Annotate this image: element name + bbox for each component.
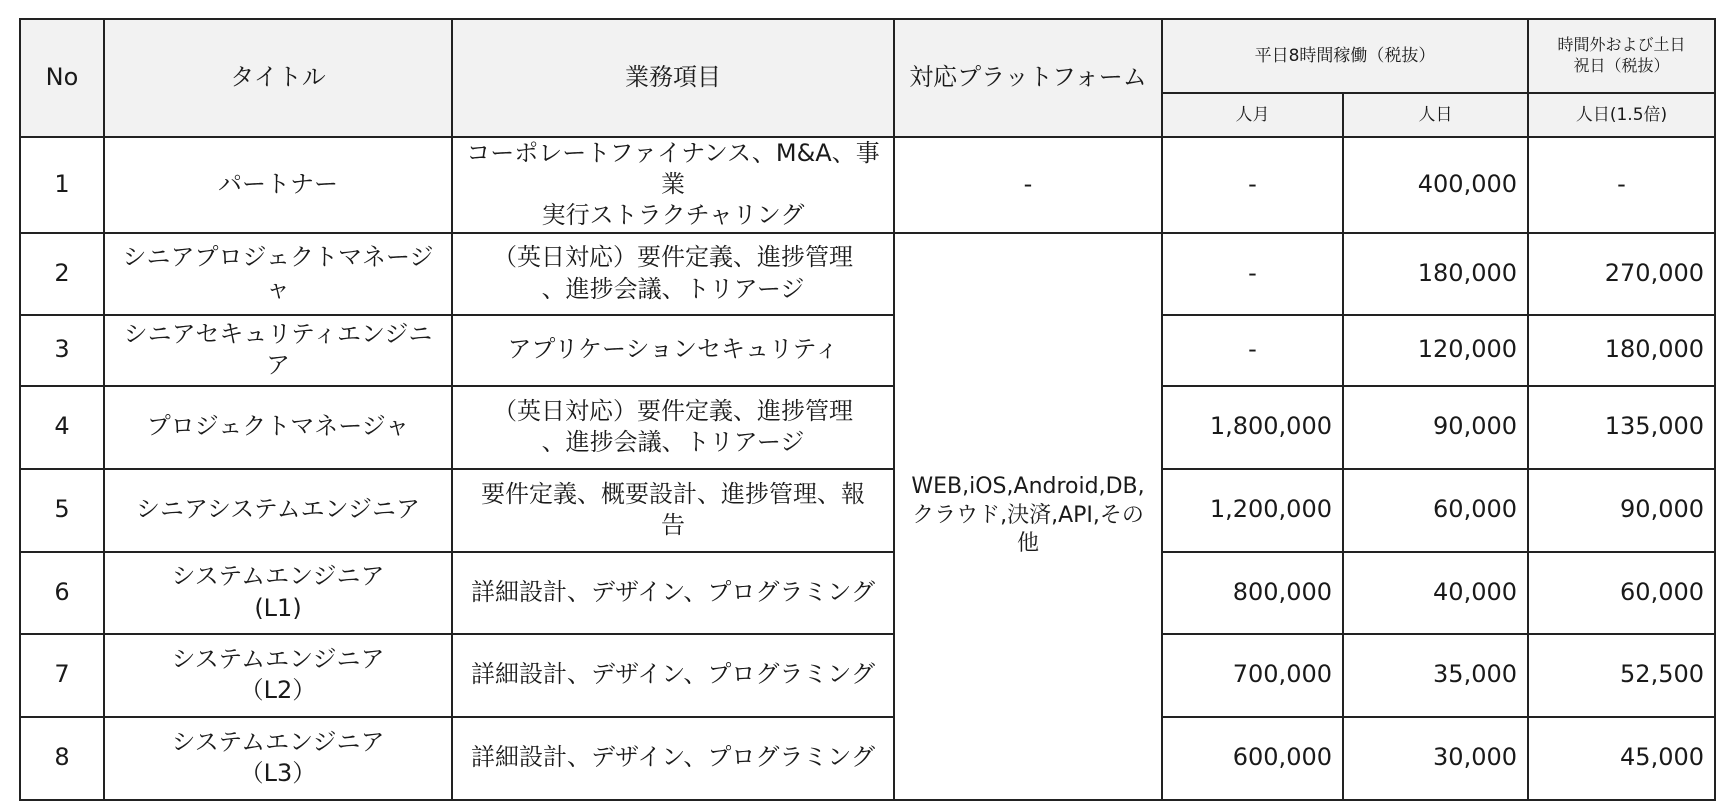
cell-man-day: 120,000 — [1343, 315, 1528, 386]
cell-man-month: 800,000 — [1162, 552, 1343, 634]
header-task: 業務項目 — [452, 19, 894, 137]
cell-no: 4 — [20, 386, 104, 469]
cell-task: コーポレートファイナンス、M&A、事業 実行ストラクチャリング — [452, 137, 894, 233]
cell-title: シニアプロジェクトマネージャ — [104, 233, 452, 315]
cell-task: 詳細設計、デザイン、プログラミング — [452, 634, 894, 717]
rate-table — [19, 18, 1716, 801]
cell-title: システムエンジニア (L1) — [104, 552, 452, 634]
cell-task: （英日対応）要件定義、進捗管理 、進捗会議、トリアージ — [452, 233, 894, 315]
cell-no: 2 — [20, 233, 104, 315]
cell-task: 要件定義、概要設計、進捗管理、報 告 — [452, 469, 894, 552]
cell-man-day: 180,000 — [1343, 233, 1528, 315]
cell-no: 5 — [20, 469, 104, 552]
cell-man-day-overtime: 52,500 — [1528, 634, 1715, 717]
table-row — [20, 386, 1715, 469]
table-row — [20, 552, 1715, 634]
cell-man-day-overtime: 135,000 — [1528, 386, 1715, 469]
cell-man-month: 1,200,000 — [1162, 469, 1343, 552]
cell-no: 7 — [20, 634, 104, 717]
cell-man-day-overtime: 180,000 — [1528, 315, 1715, 386]
cell-title: シニアセキュリティエンジニア — [104, 315, 452, 386]
cell-man-month: 700,000 — [1162, 634, 1343, 717]
cell-man-day: 35,000 — [1343, 634, 1528, 717]
cell-man-day: 40,000 — [1343, 552, 1528, 634]
cell-man-month: - — [1162, 315, 1343, 386]
cell-man-day: 60,000 — [1343, 469, 1528, 552]
header-man-day: 人日 — [1343, 93, 1528, 137]
header-man-month: 人月 — [1162, 93, 1343, 137]
header-overtime-group: 時間外および土日 祝日（税抜） — [1528, 19, 1715, 93]
cell-no: 1 — [20, 137, 104, 233]
table-row — [20, 233, 1715, 315]
cell-platform-shared: WEB,iOS,Android,DB,クラウド,決済,API,その他 — [894, 233, 1162, 800]
cell-task: アプリケーションセキュリティ — [452, 315, 894, 386]
header-weekday-group: 平日8時間稼働（税抜） — [1162, 19, 1528, 93]
cell-task: 詳細設計、デザイン、プログラミング — [452, 717, 894, 800]
cell-man-month: - — [1162, 233, 1343, 315]
cell-man-day-overtime: 60,000 — [1528, 552, 1715, 634]
cell-man-month: - — [1162, 137, 1343, 233]
rate-table-container — [19, 18, 1716, 801]
cell-man-day-overtime: 45,000 — [1528, 717, 1715, 800]
cell-man-day-overtime: 90,000 — [1528, 469, 1715, 552]
table-row — [20, 717, 1715, 800]
table-row — [20, 469, 1715, 552]
cell-platform: - — [894, 137, 1162, 233]
cell-title: パートナー — [104, 137, 452, 233]
header-platform: 対応プラットフォーム — [894, 19, 1162, 137]
cell-no: 3 — [20, 315, 104, 386]
cell-title: シニアシステムエンジニア — [104, 469, 452, 552]
header-man-day-overtime: 人日(1.5倍) — [1528, 93, 1715, 137]
cell-man-day-overtime: - — [1528, 137, 1715, 233]
cell-title: システムエンジニア （L3） — [104, 717, 452, 800]
cell-man-day: 30,000 — [1343, 717, 1528, 800]
cell-man-month: 600,000 — [1162, 717, 1343, 800]
cell-task: （英日対応）要件定義、進捗管理 、進捗会議、トリアージ — [452, 386, 894, 469]
header-title: タイトル — [104, 19, 452, 137]
cell-title: プロジェクトマネージャ — [104, 386, 452, 469]
table-row — [20, 315, 1715, 386]
cell-man-day-overtime: 270,000 — [1528, 233, 1715, 315]
cell-man-day: 400,000 — [1343, 137, 1528, 233]
cell-man-month: 1,800,000 — [1162, 386, 1343, 469]
cell-title: システムエンジニア （L2） — [104, 634, 452, 717]
cell-task: 詳細設計、デザイン、プログラミング — [452, 552, 894, 634]
table-row — [20, 137, 1715, 233]
cell-no: 8 — [20, 717, 104, 800]
cell-man-day: 90,000 — [1343, 386, 1528, 469]
table-row — [20, 634, 1715, 717]
header-no: No — [20, 19, 104, 137]
cell-no: 6 — [20, 552, 104, 634]
